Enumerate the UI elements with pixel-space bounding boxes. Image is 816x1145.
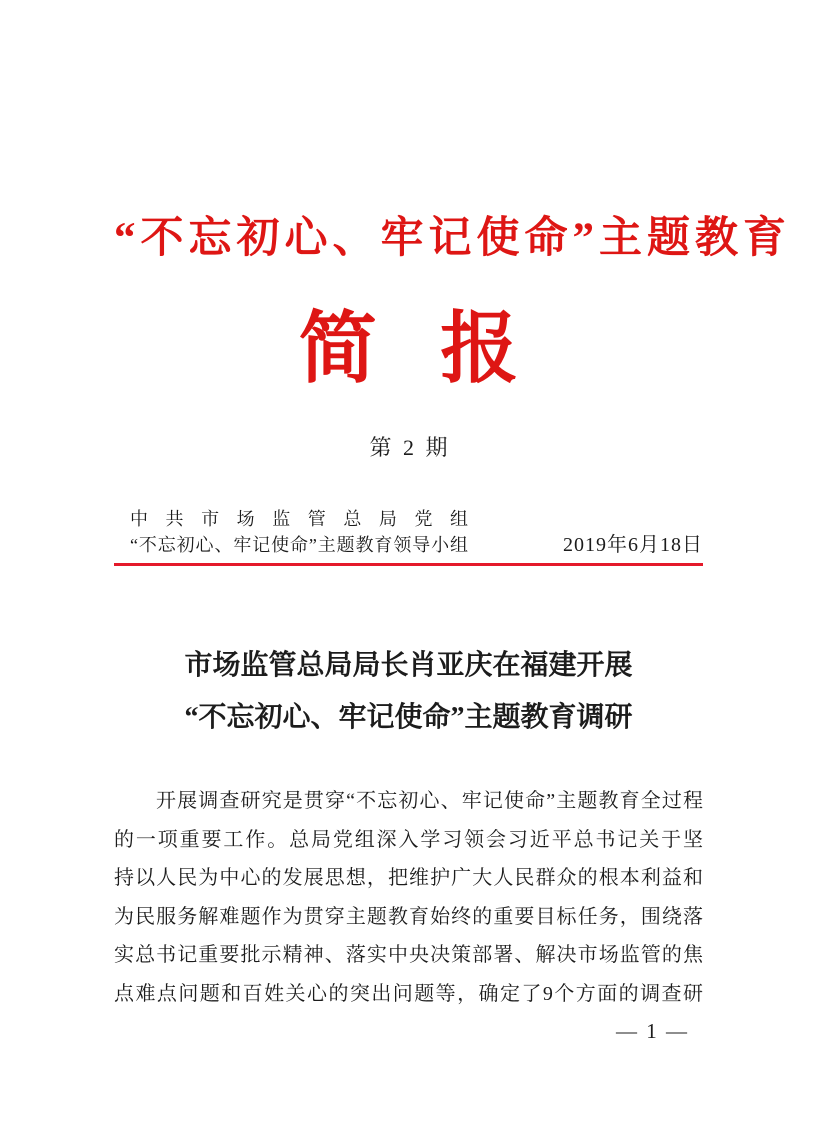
issuer-org-line2: “不忘初心、牢记使命”主题教育领导小组 <box>130 535 468 556</box>
issue-number: 第 2 期 <box>369 434 448 460</box>
article-title-line2: “不忘初心、牢记使命”主题教育调研 <box>184 702 633 734</box>
article-title <box>114 649 703 735</box>
article-body <box>114 782 703 1013</box>
masthead-theme-line: “不忘初心、牢记使命”主题教育 <box>114 215 791 262</box>
body-line-4: 为民服务解难题作为贯穿主题教育始终的重要目标任务，围绕落 <box>114 905 703 928</box>
masthead-divider-rule <box>114 563 703 566</box>
issuer-organization <box>130 506 468 558</box>
article-title-line1: 市场监管总局局长肖亚庆在福建开展 <box>184 650 633 682</box>
body-line-6: 点难点问题和百姓关心的突出问题等，确定了9个方面的调查研 <box>114 982 703 1005</box>
issue-date: 2019年6月18日 <box>563 534 703 557</box>
body-line-1: 开展调查研究是贯穿“不忘初心、牢记使命”主题教育全过程 <box>156 790 703 813</box>
issuer-org-line1: 中共市场监管总局党组 <box>130 509 468 530</box>
masthead-bulletin-title: 简 报 <box>298 304 519 392</box>
body-line-2: 的一项重要工作。总局党组深入学习领会习近平总书记关于坚 <box>114 828 703 851</box>
issuer-row <box>114 506 703 558</box>
body-line-3: 持以人民为中心的发展思想，把维护广大人民群众的根本利益和 <box>114 867 703 890</box>
body-line-5: 实总书记重要批示精神、落实中央决策部署、解决市场监管的焦 <box>114 944 703 967</box>
page-number: — 1 — <box>616 1019 689 1044</box>
